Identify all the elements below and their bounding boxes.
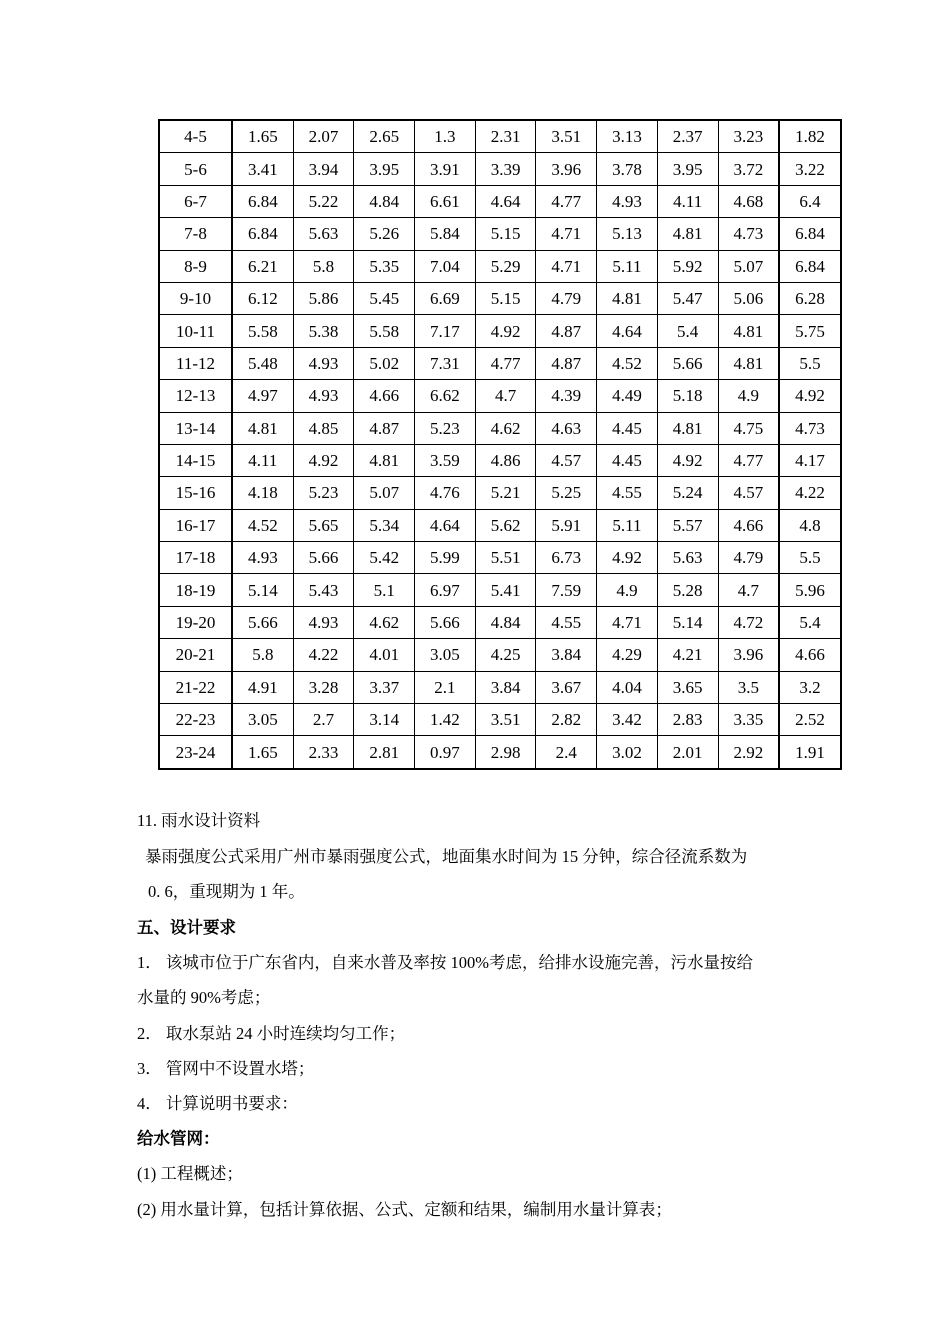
value-cell: 4.52: [597, 347, 658, 379]
table-row: [159, 704, 841, 736]
value-cell: 6.12: [232, 282, 293, 314]
value-cell: 5.5: [779, 542, 841, 574]
value-cell: 4.92: [657, 444, 718, 476]
list-item: 1． 该城市位于广东省内，自来水普及率按 100%考虑，给排水设施完善，污水量按给: [137, 953, 753, 972]
value-cell: 4.55: [597, 477, 658, 509]
value-cell: 3.78: [597, 153, 658, 185]
value-cell: 4.68: [718, 185, 779, 217]
table-row: [159, 509, 841, 541]
value-cell: 4.93: [232, 542, 293, 574]
value-cell: 5.18: [657, 380, 718, 412]
table-row: [159, 606, 841, 638]
value-cell: 5.57: [657, 509, 718, 541]
value-cell: 3.02: [597, 736, 658, 769]
value-cell: 6.84: [779, 250, 841, 282]
value-cell: 5.84: [415, 218, 476, 250]
time-period-cell: 8-9: [159, 250, 232, 282]
value-cell: 3.72: [718, 153, 779, 185]
value-cell: 4.64: [475, 185, 536, 217]
value-cell: 5.66: [657, 347, 718, 379]
table-row: [159, 315, 841, 347]
value-cell: 4.85: [293, 412, 354, 444]
value-cell: 4.21: [657, 639, 718, 671]
table-body: [159, 120, 841, 769]
value-cell: 3.84: [475, 671, 536, 703]
value-cell: 5.23: [293, 477, 354, 509]
value-cell: 2.37: [657, 120, 718, 153]
value-cell: 1.3: [415, 120, 476, 153]
value-cell: 4.39: [536, 380, 597, 412]
value-cell: 3.41: [232, 153, 293, 185]
value-cell: 5.8: [293, 250, 354, 282]
value-cell: 4.81: [657, 412, 718, 444]
value-cell: 4.57: [718, 477, 779, 509]
value-cell: 3.2: [779, 671, 841, 703]
value-cell: 4.81: [657, 218, 718, 250]
value-cell: 4.87: [354, 412, 415, 444]
value-cell: 4.52: [232, 509, 293, 541]
value-cell: 4.9: [597, 574, 658, 606]
value-cell: 4.91: [232, 671, 293, 703]
time-period-cell: 23-24: [159, 736, 232, 769]
value-cell: 3.84: [536, 639, 597, 671]
time-period-cell: 14-15: [159, 444, 232, 476]
table-row: [159, 542, 841, 574]
value-cell: 4.55: [536, 606, 597, 638]
value-cell: 7.59: [536, 574, 597, 606]
value-cell: 4.62: [354, 606, 415, 638]
list-item: (1) 工程概述；: [137, 1164, 243, 1183]
value-cell: 4.81: [718, 347, 779, 379]
value-cell: 5.66: [415, 606, 476, 638]
value-cell: 4.01: [354, 639, 415, 671]
value-cell: 3.14: [354, 704, 415, 736]
value-cell: 0.97: [415, 736, 476, 769]
value-cell: 5.51: [475, 542, 536, 574]
value-cell: 4.81: [354, 444, 415, 476]
value-cell: 2.83: [657, 704, 718, 736]
value-cell: 6.61: [415, 185, 476, 217]
value-cell: 1.91: [779, 736, 841, 769]
value-cell: 6.84: [232, 218, 293, 250]
value-cell: 4.45: [597, 412, 658, 444]
value-cell: 4.81: [232, 412, 293, 444]
value-cell: 4.84: [475, 606, 536, 638]
table-row: [159, 218, 841, 250]
table-row: [159, 736, 841, 769]
value-cell: 5.66: [293, 542, 354, 574]
time-period-cell: 11-12: [159, 347, 232, 379]
value-cell: 5.11: [597, 250, 658, 282]
value-cell: 4.92: [293, 444, 354, 476]
value-cell: 3.67: [536, 671, 597, 703]
value-cell: 4.86: [475, 444, 536, 476]
value-cell: 6.84: [779, 218, 841, 250]
value-cell: 4.75: [718, 412, 779, 444]
value-cell: 6.4: [779, 185, 841, 217]
value-cell: 3.91: [415, 153, 476, 185]
value-cell: 3.23: [718, 120, 779, 153]
time-period-cell: 18-19: [159, 574, 232, 606]
table-row: [159, 671, 841, 703]
value-cell: 3.51: [475, 704, 536, 736]
value-cell: 1.42: [415, 704, 476, 736]
value-cell: 2.7: [293, 704, 354, 736]
hourly-water-use-table: [158, 119, 842, 770]
value-cell: 3.37: [354, 671, 415, 703]
value-cell: 2.07: [293, 120, 354, 153]
value-cell: 4.66: [779, 639, 841, 671]
time-period-cell: 6-7: [159, 185, 232, 217]
value-cell: 3.51: [536, 120, 597, 153]
value-cell: 5.92: [657, 250, 718, 282]
time-period-cell: 22-23: [159, 704, 232, 736]
value-cell: 4.92: [475, 315, 536, 347]
value-cell: 4.71: [536, 250, 597, 282]
time-period-cell: 12-13: [159, 380, 232, 412]
value-cell: 5.47: [657, 282, 718, 314]
value-cell: 4.62: [475, 412, 536, 444]
value-cell: 3.65: [657, 671, 718, 703]
value-cell: 4.8: [779, 509, 841, 541]
value-cell: 4.64: [597, 315, 658, 347]
value-cell: 4.92: [597, 542, 658, 574]
value-cell: 3.05: [232, 704, 293, 736]
value-cell: 5.21: [475, 477, 536, 509]
value-cell: 5.23: [415, 412, 476, 444]
value-cell: 4.11: [657, 185, 718, 217]
value-cell: 4.63: [536, 412, 597, 444]
value-cell: 5.62: [475, 509, 536, 541]
value-cell: 5.75: [779, 315, 841, 347]
value-cell: 3.28: [293, 671, 354, 703]
value-cell: 5.29: [475, 250, 536, 282]
value-cell: 5.99: [415, 542, 476, 574]
table-row: [159, 444, 841, 476]
value-cell: 4.87: [536, 347, 597, 379]
value-cell: 5.28: [657, 574, 718, 606]
table-row: [159, 282, 841, 314]
list-item-continued: 水量的 90%考虑；: [137, 988, 271, 1007]
value-cell: 4.17: [779, 444, 841, 476]
table-row: [159, 574, 841, 606]
list-item: 3． 管网中不设置水塔；: [137, 1059, 315, 1078]
value-cell: 4.97: [232, 380, 293, 412]
value-cell: 4.87: [536, 315, 597, 347]
value-cell: 5.07: [354, 477, 415, 509]
list-item: 2． 取水泵站 24 小时连续均匀工作；: [137, 1024, 406, 1043]
value-cell: 4.93: [293, 347, 354, 379]
value-cell: 2.33: [293, 736, 354, 769]
value-cell: 4.22: [293, 639, 354, 671]
value-cell: 6.21: [232, 250, 293, 282]
value-cell: 3.22: [779, 153, 841, 185]
value-cell: 5.4: [779, 606, 841, 638]
value-cell: 3.96: [718, 639, 779, 671]
section-rain-design-heading: 11. 雨水设计资料: [137, 811, 261, 830]
value-cell: 4.73: [718, 218, 779, 250]
value-cell: 5.58: [354, 315, 415, 347]
value-cell: 3.35: [718, 704, 779, 736]
value-cell: 3.59: [415, 444, 476, 476]
table-row: [159, 380, 841, 412]
time-period-cell: 16-17: [159, 509, 232, 541]
value-cell: 3.39: [475, 153, 536, 185]
value-cell: 4.57: [536, 444, 597, 476]
value-cell: 5.91: [536, 509, 597, 541]
value-cell: 2.01: [657, 736, 718, 769]
table-row: [159, 185, 841, 217]
value-cell: 5.15: [475, 282, 536, 314]
value-cell: 4.25: [475, 639, 536, 671]
time-period-cell: 21-22: [159, 671, 232, 703]
value-cell: 5.22: [293, 185, 354, 217]
value-cell: 5.15: [475, 218, 536, 250]
value-cell: 3.96: [536, 153, 597, 185]
value-cell: 5.43: [293, 574, 354, 606]
list-item: (2) 用水量计算，包括计算依据、公式、定额和结果，编制用水量计算表；: [137, 1200, 672, 1219]
value-cell: 5.8: [232, 639, 293, 671]
value-cell: 5.42: [354, 542, 415, 574]
table-row: [159, 120, 841, 153]
time-period-cell: 15-16: [159, 477, 232, 509]
value-cell: 6.62: [415, 380, 476, 412]
value-cell: 2.52: [779, 704, 841, 736]
value-cell: 2.92: [718, 736, 779, 769]
time-period-cell: 10-11: [159, 315, 232, 347]
value-cell: 5.24: [657, 477, 718, 509]
value-cell: 5.96: [779, 574, 841, 606]
section-design-requirements-heading: 五、设计要求: [137, 918, 236, 937]
value-cell: 1.65: [232, 120, 293, 153]
time-period-cell: 19-20: [159, 606, 232, 638]
value-cell: 7.04: [415, 250, 476, 282]
value-cell: 2.1: [415, 671, 476, 703]
value-cell: 5.48: [232, 347, 293, 379]
time-period-cell: 20-21: [159, 639, 232, 671]
value-cell: 5.45: [354, 282, 415, 314]
value-cell: 4.71: [597, 606, 658, 638]
paragraph-line: 0. 6，重现期为 1 年。: [148, 882, 305, 901]
value-cell: 4.81: [718, 315, 779, 347]
value-cell: 5.5: [779, 347, 841, 379]
time-period-cell: 13-14: [159, 412, 232, 444]
value-cell: 5.25: [536, 477, 597, 509]
value-cell: 4.9: [718, 380, 779, 412]
value-cell: 4.79: [718, 542, 779, 574]
value-cell: 4.72: [718, 606, 779, 638]
value-cell: 3.5: [718, 671, 779, 703]
value-cell: 4.71: [536, 218, 597, 250]
value-cell: 5.35: [354, 250, 415, 282]
value-cell: 1.65: [232, 736, 293, 769]
value-cell: 5.14: [232, 574, 293, 606]
value-cell: 5.86: [293, 282, 354, 314]
value-cell: 2.81: [354, 736, 415, 769]
value-cell: 3.13: [597, 120, 658, 153]
time-period-cell: 17-18: [159, 542, 232, 574]
value-cell: 4.7: [475, 380, 536, 412]
value-cell: 5.58: [232, 315, 293, 347]
value-cell: 4.93: [293, 606, 354, 638]
value-cell: 6.69: [415, 282, 476, 314]
value-cell: 2.65: [354, 120, 415, 153]
value-cell: 6.97: [415, 574, 476, 606]
value-cell: 4.66: [354, 380, 415, 412]
value-cell: 4.29: [597, 639, 658, 671]
time-period-cell: 5-6: [159, 153, 232, 185]
value-cell: 4.73: [779, 412, 841, 444]
value-cell: 5.06: [718, 282, 779, 314]
value-cell: 6.84: [232, 185, 293, 217]
value-cell: 5.14: [657, 606, 718, 638]
value-cell: 7.17: [415, 315, 476, 347]
value-cell: 2.4: [536, 736, 597, 769]
table-row: [159, 250, 841, 282]
value-cell: 5.02: [354, 347, 415, 379]
subheading-water-supply-network: 给水管网：: [137, 1129, 220, 1148]
value-cell: 4.22: [779, 477, 841, 509]
value-cell: 4.77: [475, 347, 536, 379]
value-cell: 2.98: [475, 736, 536, 769]
value-cell: 4.93: [597, 185, 658, 217]
value-cell: 3.95: [657, 153, 718, 185]
value-cell: 4.84: [354, 185, 415, 217]
value-cell: 4.04: [597, 671, 658, 703]
value-cell: 1.82: [779, 120, 841, 153]
value-cell: 3.95: [354, 153, 415, 185]
value-cell: 4.49: [597, 380, 658, 412]
value-cell: 4.79: [536, 282, 597, 314]
value-cell: 5.1: [354, 574, 415, 606]
table-row: [159, 639, 841, 671]
value-cell: 5.38: [293, 315, 354, 347]
value-cell: 4.66: [718, 509, 779, 541]
value-cell: 6.28: [779, 282, 841, 314]
value-cell: 4.77: [536, 185, 597, 217]
value-cell: 2.31: [475, 120, 536, 153]
value-cell: 4.77: [718, 444, 779, 476]
value-cell: 5.34: [354, 509, 415, 541]
value-cell: 5.13: [597, 218, 658, 250]
table-row: [159, 412, 841, 444]
list-item: 4． 计算说明书要求：: [137, 1094, 298, 1113]
value-cell: 5.07: [718, 250, 779, 282]
time-period-cell: 9-10: [159, 282, 232, 314]
value-cell: 5.63: [657, 542, 718, 574]
value-cell: 6.73: [536, 542, 597, 574]
time-period-cell: 7-8: [159, 218, 232, 250]
value-cell: 2.82: [536, 704, 597, 736]
value-cell: 4.93: [293, 380, 354, 412]
value-cell: 4.45: [597, 444, 658, 476]
value-cell: 4.11: [232, 444, 293, 476]
value-cell: 4.76: [415, 477, 476, 509]
value-cell: 4.18: [232, 477, 293, 509]
value-cell: 4.81: [597, 282, 658, 314]
value-cell: 5.26: [354, 218, 415, 250]
paragraph-line: 暴雨强度公式采用广州市暴雨强度公式，地面集水时间为 15 分钟，综合径流系数为: [145, 847, 748, 866]
value-cell: 5.65: [293, 509, 354, 541]
value-cell: 3.42: [597, 704, 658, 736]
value-cell: 5.63: [293, 218, 354, 250]
table-row: [159, 347, 841, 379]
value-cell: 4.92: [779, 380, 841, 412]
value-cell: 5.41: [475, 574, 536, 606]
value-cell: 3.05: [415, 639, 476, 671]
value-cell: 4.64: [415, 509, 476, 541]
value-cell: 5.66: [232, 606, 293, 638]
table-row: [159, 477, 841, 509]
time-period-cell: 4-5: [159, 120, 232, 153]
value-cell: 7.31: [415, 347, 476, 379]
value-cell: 5.11: [597, 509, 658, 541]
value-cell: 4.7: [718, 574, 779, 606]
value-cell: 5.4: [657, 315, 718, 347]
value-cell: 3.94: [293, 153, 354, 185]
table-row: [159, 153, 841, 185]
